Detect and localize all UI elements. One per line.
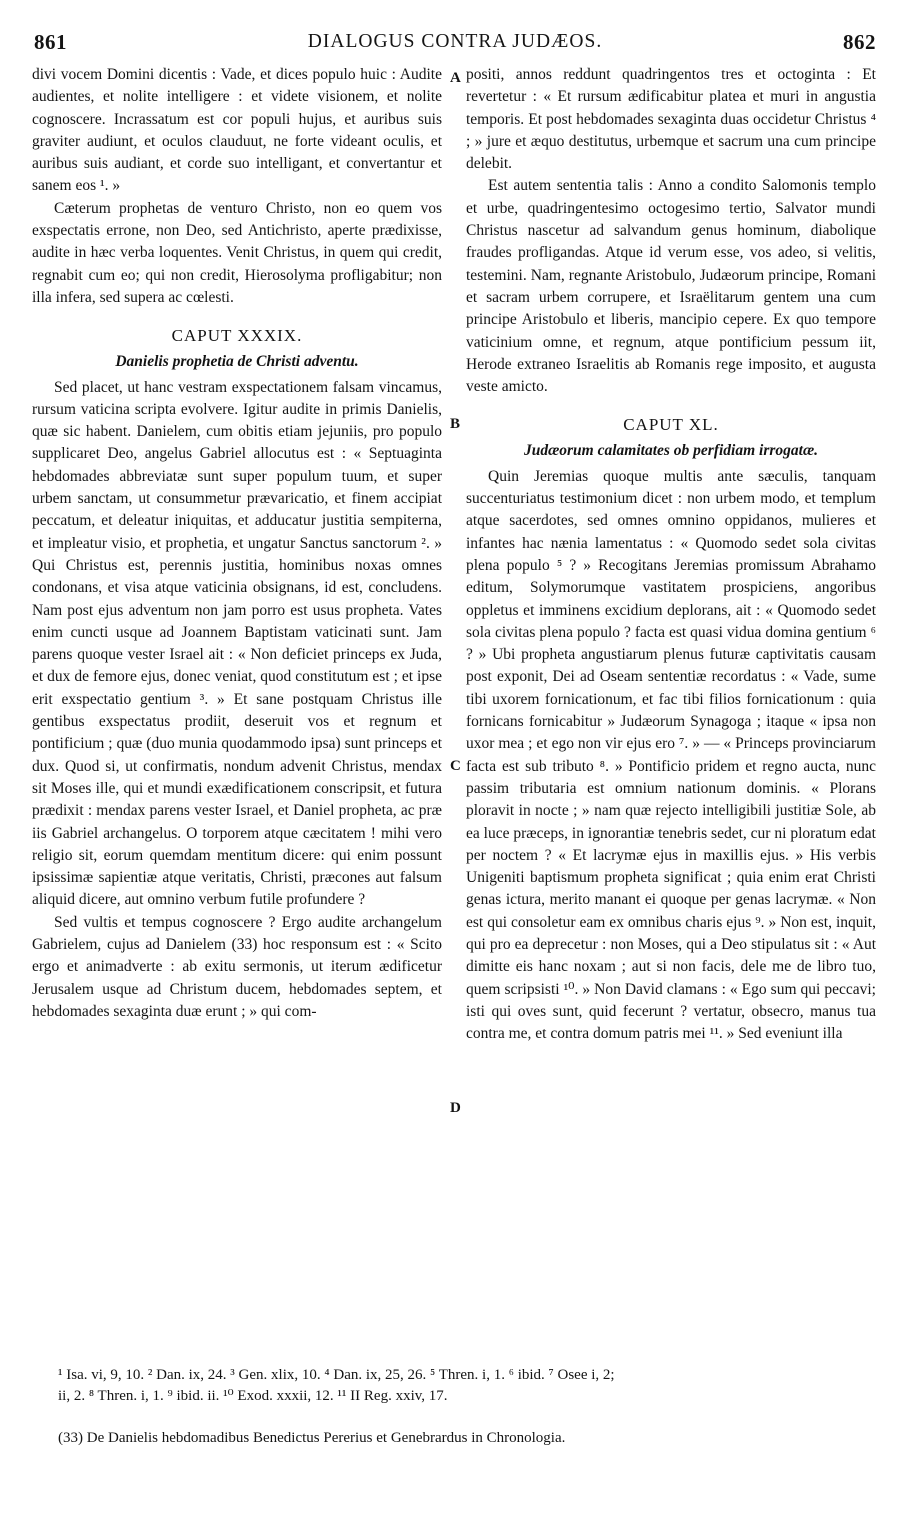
paragraph: divi vocem Domini dicentis : Vade, et dices populo huic : Audite audientes, et nolite intelligere : et videte visionem, et nolite cognoscere. Incrassatum est cor populi hujus, et auribus suis graviter audiunt, et oculos clauduut, ne forte videant oculis, et auribus suis audiant, et corde suo intelligant, et convertantur et sanem eos ¹. »: [32, 66, 442, 195]
margin-marker-a: A: [450, 70, 461, 86]
margin-marker-d: D: [450, 1100, 461, 1116]
chapter-subtitle: Danielis prophetia de Christi adventu.: [115, 353, 359, 371]
chapter-subtitle: Judæorum calamitates ob perfidiam irrogatæ.: [523, 442, 819, 460]
paragraph: Cæterum prophetas de venturo Christo, non eo quem vos exspectatis errone, non Deo, sed Antichristo, aperte prædixisse, audite in hæc verba loquentes. Venit Christus, in quem qui credit, regnabit cum eo; qui non credit, Hierosolyma profligabitur; non illa infera, sed supera ac cœlesti.: [32, 199, 442, 306]
page-number-right: 862: [843, 30, 876, 54]
footnote-line: ii, 2. ⁸ Thren. i, 1. ⁹ ibid. ii. ¹⁰ Exod. xxxii, 12. ¹¹ II Reg. xxiv, 17.: [58, 1388, 448, 1404]
margin-marker-c: C: [450, 758, 461, 774]
scholium-note: (33) De Danielis hebdomadibus Benedictus Pererius et Genebrardus in Chronologia.: [58, 1430, 566, 1446]
left-column: [32, 64, 442, 1023]
page-header: [34, 30, 876, 60]
footnotes: [58, 1365, 878, 1407]
paragraph: Sed vultis et tempus cognoscere ? Ergo audite archangelum Gabrielem, cujus ad Danielem (33) hoc responsum est : « Scito ergo et animadverte : ab exitu sermonis, ut iterum ædificetur Jerusalem usque ad Christum ducem, hebdomades septem, et hebdomades sexaginta duæ erunt ; » qui com-: [32, 913, 442, 1020]
footnote-line: ¹ Isa. vi, 9, 10. ² Dan. ix, 24. ³ Gen. xlix, 10. ⁴ Dan. ix, 25, 26. ⁵ Thren. i, 1. ⁶ ibid. ⁷ Osee i, 2;: [58, 1367, 615, 1383]
chapter-heading: CAPUT XL.: [623, 415, 719, 435]
paragraph: Est autem sententia talis : Anno a condito Salomonis templo et urbe, quadringentesimo octogesimo tertio, Salvator mundi Christus nascetur ad salvandum genus hominum, diabolique fraudes profligandas. Atque id verum esse, vos adeo, si velitis, testemini. Nam, regnante Aristobulo, Judæorum principe, Romani et sacram urbem corrupere, et Israëlitarum gentem una cum principe Aristobulo et liberis, mancipio cepere. Ex quo tempore vaticinium omne, et regnum, atque pontificium pessum iit, Herode extraneo Israelitis ab Romanis rege imposito, et augusta veste amicto.: [466, 177, 876, 396]
chapter-heading: CAPUT XXXIX.: [171, 326, 303, 346]
paragraph: Quin Jeremias quoque multis ante sæculis, tanquam succenturiatus testimonium dicet : non urbem modo, et templum atque sacerdotes, sed omnes omnino oppidanos, mulieres et infantes hac nænia lamentatus : « Quomodo sedet sola civitas plena populo ⁵ ? » Recogitans Jeremias promissum Abrahamo editum, Solymorumque vastitatem prospiciens, angoribus oppletus et imminens excidium deplorans, ait : « Quomodo sedet sola civitas plena populo ? facta est quasi vidua domina gentium ⁶ ? » Ubi propheta angustiarum plenus futuræ captivitatis causam post exponit, Dei ad Oseam sententiæ recordatus : « Vade, sume tibi uxorem fornicationum, et fac tibi filios fornicationum : quia fornicans fornicabitur » Judæorum Synagoga ; itaque « ipsa non uxor mea ; et ego non vir ejus ero ⁷. » — « Princeps provinciarum facta est sub tributo ⁸. » Pontificio pridem et regno aucta, nunc passim tributaria est omnium nationum dominis. « Plorans ploravit in nocte ; » nam quæ rejecto intelligibili justitiæ Sole, ab ea luce præceps, in ignorantiæ tenebris sedet, cur ni ploratum edat per noctem ? « Et lacrymæ ejus in maxillis ejus. » His verbis Unigeniti baptismum propheta significat ; quia enim erat Christi genas ictura, merito manant ei quoque per genas lacrymæ. « Non est qui consoletur eam ex omnibus charis ejus ⁹. » Non est, inquit, qui pro ea deprecetur : non Moses, qui a Deo stipulatus sit : « Aut dimitte eis hanc noxam ; aut si non facis, dele me de libro tuo, quem scripsisti ¹⁰. » Non David clamans : « Ego sum qui peccavi; isti qui oves sunt, quid fecerunt ? vertatur, obsecro, manus tua contra me, et contra domum patris mei ¹¹. » Sed eveniunt illa: [466, 467, 876, 1043]
page-number-left: 861: [34, 30, 67, 54]
paragraph: Sed placet, ut hanc vestram exspectationem falsam vincamus, rursum vaticina scripta evolvere. Igitur audite in primis Danielis, quæ sic habent. Danielem, cum obitis etiam jejuniis, pro populo supplicaret Deo, angelus Gabriel allocutus est : « Septuaginta hebdomades abbreviatæ sunt super populum tuum, et super urbem sanctam, ut consummetur prævaricatio, et finem accipiat peccatum, et deleatur iniquitas, et adducatur justitia sempiterna, et impleatur visio, et prophetia, et ungatur Sanctus sanctorum ². » Qui Christus est, perennis justitia, hominibus noxas omnes condonans, et visa atque vaticinia obsignans, id est, concludens. Nam post ejus adventum non jam porro est usus propheta. Vates enim cuncti usque ad Joannem Baptistam vaticinati sunt. Jam parens quoque vester Israel ait : « Non deficiet princeps ex Juda, et dux de femore ejus, donec veniat, quod constitutum est ; et ipse erit exspectatio gentium ³. » Et sane postquam Christus ille gentibus exspectatus prodiit, deseruit vos et regnum et pontificium ; quæ (duo munia quodammodo ipsa) sunt princeps et dux. Quod si, ut confirmatis, nondum advenit Christus, mendax sit Moses ille, qui et mundi exædificationem conscripsit, et futura prædixit : mendax parens vester Israel, et Daniel propheta, ac præ iis Gabriel archangelus. O torporem atque cæcitatem ! mihi vero religio sit, eorum quemdam mentitum dicere: qui enim possunt ipsissimæ sapientiæ atque veritatis, Christi, præcones aut falsum aliquid dicere, aut omnino verbum futile profundere ?: [32, 378, 442, 909]
paragraph: positi, annos reddunt quadringentos tres et octoginta : Et revertetur : « Et rursum ædificabitur platea et muri in angustia temporis. Et post hebdomades sexaginta duas occidetur Christus ⁴ ; » jure et æquo destitutus, urbemque et sacrum una cum principe delebit.: [466, 66, 876, 173]
margin-marker-b: B: [450, 416, 461, 432]
running-title: DIALOGUS CONTRA JUDÆOS.: [307, 31, 603, 52]
right-column: [466, 64, 876, 1045]
